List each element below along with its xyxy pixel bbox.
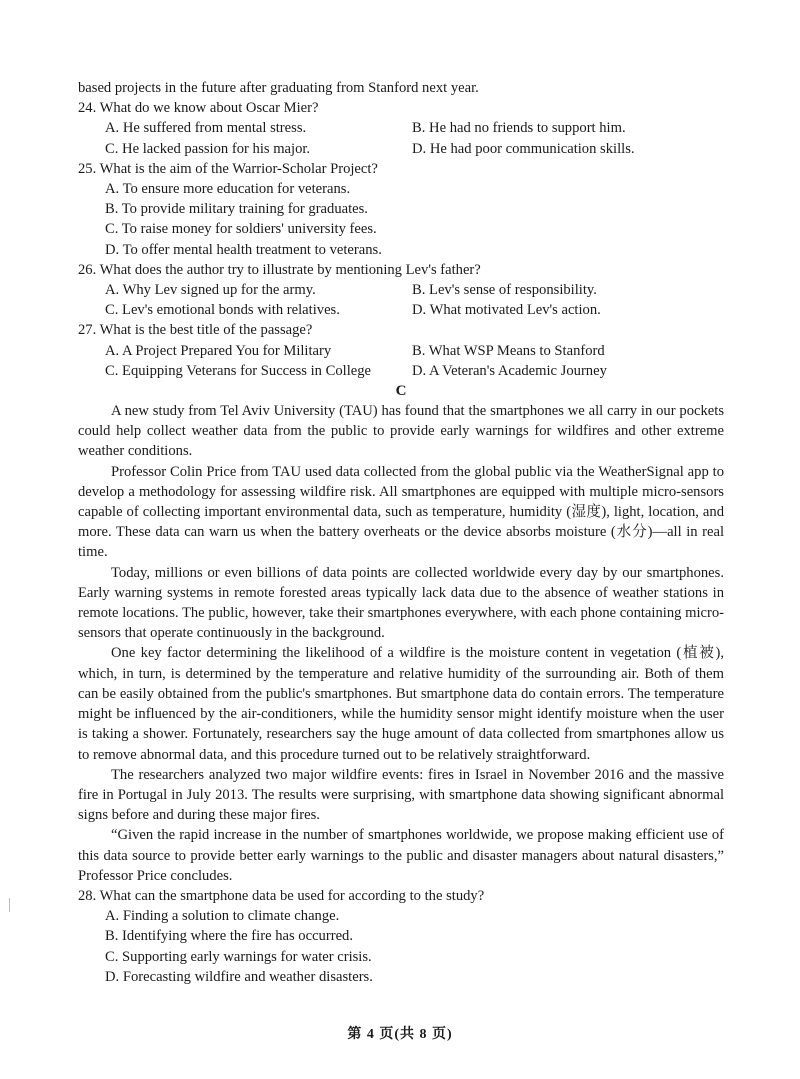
option-c[interactable]: C. Equipping Veterans for Success in College	[105, 362, 372, 379]
page-footer: 第 4 页(共 8 页)	[347, 1027, 453, 1042]
passage-paragraph: “Given the rapid increase in the number of smartphones worldwide, we propose making efficient use of this data source to provide better early warnings to the public and disaster managers about natural disasters,” Professor Price concludes.	[78, 827, 724, 884]
question-24	[78, 98, 724, 159]
option-row	[78, 280, 724, 300]
option-d[interactable]: D. To offer mental health treatment to veterans.	[105, 241, 382, 258]
option-a[interactable]: A. To ensure more education for veterans.	[105, 181, 351, 198]
question-26	[78, 260, 724, 321]
option-b[interactable]: B. He had no friends to support him.	[412, 120, 626, 137]
passage-continuation: based projects in the future after graduating from Stanford next year.	[78, 80, 479, 96]
question-28	[78, 886, 724, 987]
question-stem: 26. What does the author try to illustrate by mentioning Lev's father?	[78, 261, 481, 278]
option-c[interactable]: C. To raise money for soldiers' university fees.	[105, 221, 377, 238]
passage-paragraph: Today, millions or even billions of data points are collected worldwide every day by our smartphones. Early warning systems in remote forested areas typically lack data due to the absence of weather stations in remote locations. The public, however, take their smartphones everywhere, with each phone containing micro-sensors that operate continuously in the background.	[78, 564, 724, 642]
exam-page	[78, 78, 724, 987]
option-row	[78, 341, 724, 361]
margin-mark	[9, 898, 10, 912]
question-27	[78, 320, 724, 381]
option-a[interactable]: A. He suffered from mental stress.	[105, 120, 307, 137]
option-c[interactable]: C. He lacked passion for his major.	[105, 140, 311, 157]
option-d[interactable]: D. A Veteran's Academic Journey	[412, 362, 607, 379]
option-row	[78, 118, 724, 138]
option-a[interactable]: A. Finding a solution to climate change.	[105, 908, 340, 925]
question-stem: 24. What do we know about Oscar Mier?	[78, 100, 319, 117]
option-b[interactable]: B. Identifying where the fire has occurred.	[105, 928, 353, 945]
option-b[interactable]: B. What WSP Means to Stanford	[412, 342, 605, 359]
option-c[interactable]: C. Supporting early warnings for water crisis.	[105, 948, 372, 965]
passage-paragraph: Professor Colin Price from TAU used data collected from the global public via the WeatherSignal app to develop a methodology for assessing wildfire risk. All smartphones are equipped with multiple micro-sensors capable of collecting important environmental data, such as temperature, humidity (湿度), light, location, and more. These data can warn us when the battery overheats or the device absorbs moisture (水分)—all in real time.	[78, 463, 724, 561]
option-c[interactable]: C. Lev's emotional bonds with relatives.	[105, 302, 340, 319]
option-d[interactable]: D. He had poor communication skills.	[412, 140, 635, 157]
option-row	[78, 300, 724, 320]
passage-paragraph: The researchers analyzed two major wildfire events: fires in Israel in November 2016 and the massive fire in Portugal in July 2013. The results were surprising, with smartphone data showing significant abnormal signs before and during these major fires.	[78, 766, 724, 824]
passage-paragraph: A new study from Tel Aviv University (TAU) has found that the smartphones we all carry in our pockets could help collect weather data from the public to provide early warnings for wildfires and other extreme weather conditions.	[78, 403, 724, 460]
option-d[interactable]: D. Forecasting wildfire and weather disasters.	[105, 968, 373, 985]
option-row	[78, 361, 724, 381]
option-b[interactable]: B. To provide military training for graduates.	[105, 201, 368, 218]
option-a[interactable]: A. A Project Prepared You for Military	[105, 342, 332, 359]
question-stem: 25. What is the aim of the Warrior-Scholar Project?	[78, 160, 378, 177]
option-b[interactable]: B. Lev's sense of responsibility.	[412, 282, 597, 299]
option-d[interactable]: D. What motivated Lev's action.	[412, 302, 601, 319]
question-25	[78, 159, 724, 260]
question-stem: 27. What is the best title of the passage?	[78, 322, 313, 339]
option-row	[78, 139, 724, 159]
section-heading: C	[395, 383, 407, 400]
option-a[interactable]: A. Why Lev signed up for the army.	[105, 282, 316, 299]
passage-paragraph: One key factor determining the likelihood of a wildfire is the moisture content in vegetation (植被), which, in turn, is determined by the temperature and relative humidity of the surrounding air. Both of them can be easily obtained from the public's smartphones. But smartphone data do contain errors. The temperature might be influenced by the air-conditioners, while the humidity sensor might identify moisture when the user is taking a shower. Fortunately, researchers say the huge amount of data collected from smartphones allow us to remove abnormal data, and this procedure turned out to be relatively straightforward.	[78, 645, 724, 763]
question-stem: 28. What can the smartphone data be used for according to the study?	[78, 887, 485, 904]
